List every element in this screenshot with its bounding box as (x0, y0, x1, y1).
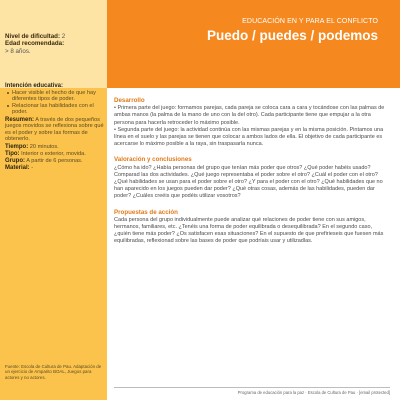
main-content (114, 97, 386, 246)
intention-item-2: Relacionar las habilidades con el poder. (5, 103, 105, 116)
material-value: - (31, 165, 34, 172)
meta-block (5, 33, 105, 55)
header-banner (107, 0, 400, 88)
group-value: A partir de 6 personas. (26, 157, 83, 164)
type-row (5, 151, 105, 158)
summary-value: A través de dos pequeños juegos movidos se reflexiona sobre qué es el poder y sobre las formas de obtenerlo. (5, 116, 104, 143)
time-value: 20 minutos. (29, 143, 59, 150)
action-paragraph: Cada persona del grupo individualmente puede analizar qué relaciones de poder tiene con sus amigos, hermanos, familiares, etc. ¿Tenéis una forma de poder equilibrada o desequilibrada? En el segundo caso, ¿quién tiene más poder? ¿Os satisfacen esas situaciones? En el supuesto de que prefirieseis que fuesen más equilibradas, reflexionad sobre las bases de poder que podríais usar y utilizadlas. (114, 216, 384, 245)
age-value: > 8 años. (5, 47, 31, 55)
footer-divider (114, 387, 390, 388)
development-heading: Desarrollo (114, 97, 145, 104)
evaluation-heading: Valoración y conclusiones (114, 156, 192, 164)
type-value: Interior o exterior, movida. (21, 150, 86, 157)
difficulty-label: Nivel de dificultad: (5, 33, 61, 40)
page-title: Puedo / puedes / podemos (206, 28, 378, 43)
time-label: Tiempo: (5, 143, 29, 150)
difficulty-value: 2 (61, 33, 66, 40)
sidebar-details (5, 83, 105, 172)
development-paragraph-2: • Segunda parte del juego: la actividad continúa con las mismas parejas y en la misma posición. Pintamos una línea en el suelo y las parejas se tienen que colocar a ambos lados de ella. El objetivo de cada participante es acercarse lo máximo posible a la raya, sin traspasarla nunca. (114, 126, 384, 148)
group-label: Grupo: (5, 157, 25, 164)
source-note: Fuente: Escola de Cultura de Pau. Adaptación de un ejercicio de Amparito BOAL, Juegos para actores y no actores. (5, 364, 102, 380)
intention-label: Intención educativa: (5, 83, 64, 89)
action-heading: Propuestas de acción (114, 208, 178, 216)
summary-row (5, 117, 105, 143)
series-title: EDUCACIÓN EN Y PARA EL CONFLICTO (242, 18, 378, 25)
difficulty-row (5, 33, 105, 40)
type-label: Tipo: (5, 150, 20, 157)
material-label: Material: (5, 165, 30, 172)
group-row (5, 158, 105, 165)
age-label: Edad recomendada: (5, 40, 65, 48)
summary-label: Resumen: (5, 116, 35, 123)
time-row (5, 144, 105, 151)
left-column (0, 0, 107, 400)
age-row (5, 40, 105, 47)
material-row (5, 165, 105, 172)
evaluation-paragraph: ¿Cómo ha ido? ¿Había personas del grupo que tenían más poder que otros? ¿Qué poder habéis usado? Comparad las dos actividades. ¿Qué juego representaba el poder sobre el otro? ¿Cuál el poder con el otro? ¿Qué habilidades se usan para el poder sobre el otro? ¿Y para el poder con el otro? ¿Qué habilidades que no han aparecido en los juegos pueden dar poder? ¿Qué otras cosas, además de las habilidades, pueden dar poder? ¿Cuáles creéis que podéis utilizar vosotros? (114, 164, 383, 200)
intention-item-1: Hacer visible el hecho de que hay diferentes tipos de poder. (5, 90, 105, 103)
development-paragraph-1: • Primera parte del juego: formamos parejas, cada pareja se coloca cara a cara y tocándose con las palmas de ambas manos (la palma de la mano de uno con la del otro). Cada participante tiene que empujar a la otra persona para hacerla retroceder lo máximo posible. (114, 105, 385, 126)
footer-text: Programa de educación para la paz · Escola de Cultura de Pau · [email protected] (237, 390, 390, 395)
